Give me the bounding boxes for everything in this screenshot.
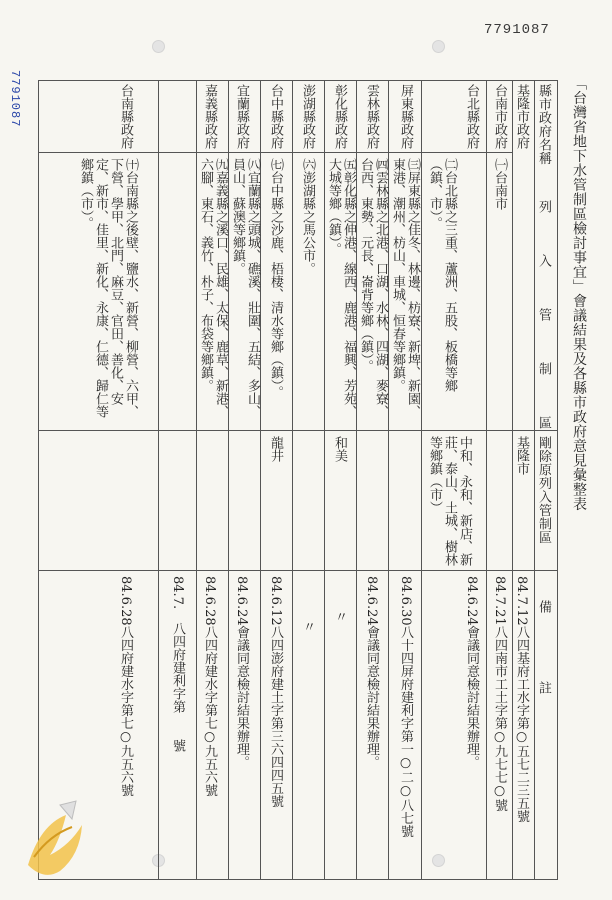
row-area: ㈠台南市 (492, 158, 507, 210)
row-area: ㈡台北縣之三重、蘆洲、五股、板橋等鄉（鎮、市）。 (427, 158, 457, 392)
row-agency: 澎湖縣政府 (300, 84, 315, 149)
row-remove: 中和、永和、新店、新莊、泰山、土城、樹林等鄉鎮（市） (427, 436, 472, 566)
row-agency: 台南市政府 (492, 84, 507, 149)
row-note: 84.7.21八四南市工土字第○九七七○號 (492, 576, 507, 812)
document-title: 「台灣省地下水管制區檢討事宜」會議結果及各縣市政府意見彙整表 (571, 76, 587, 511)
row-note: 84.6.28八四府建水字第七○九五六號 (118, 576, 133, 797)
archive-logo-icon (20, 795, 96, 885)
row-agency: 基隆市政府 (514, 84, 529, 149)
row-note: 〃 (300, 620, 315, 633)
document-number: 7791087 (484, 22, 550, 38)
header-agency: 縣市政府名稱 (536, 84, 551, 165)
header-note: 備 註 (536, 600, 551, 708)
row-area: ㈦台中縣之沙鹿、梧棲、清水等鄉（鎮）。 (268, 158, 283, 399)
row-note: 84.6.24會議同意檢討結果辦理。 (464, 576, 479, 769)
row-agency: 台南縣政府 (118, 84, 133, 149)
row-note: 84.7. 八四府建利字第 號 (170, 576, 185, 753)
row-note: 84.6.30八十四屏府建利字第一○二○八七號 (398, 576, 413, 838)
row-agency: 台北縣政府 (464, 84, 479, 149)
row-note: 〃 (332, 610, 347, 623)
header-remove-area: 剛除原列入管制區 (536, 436, 551, 544)
row-agency: 宜蘭縣政府 (234, 84, 249, 149)
row-agency: 彰化縣政府 (332, 84, 347, 149)
row-remove: 和美 (332, 436, 347, 462)
row-area: ㈣雲林縣之北港、口湖、水林、四湖、麥寮、台西、東勢、元長、崙背等鄉（鎮）。 (358, 158, 388, 418)
row-area: ㈢屏東縣之佳冬、林邊、枋寮、新埤、新園、東港、潮州、枋山、車城、恒春等鄉鎮。 (390, 158, 420, 418)
header-control-area: 列 入 管 制 區 (536, 200, 551, 443)
row-agency: 台中縣政府 (268, 84, 283, 149)
row-note: 84.6.12八四澎府建土字第三六四四五號 (268, 576, 283, 808)
row-agency: 嘉義縣政府 (202, 84, 217, 149)
row-area: ㈧宜蘭縣之頭城、礁溪、壯圍、五結、多山、員山、蘇澳等鄉鎮。 (230, 158, 260, 418)
row-note: 84.7.12八四基府工水字第○五七二三五號 (514, 576, 529, 823)
side-stamp-number: 7791087 (8, 70, 22, 128)
summary-table (38, 80, 558, 880)
row-note: 84.6.24會議同意檢討結果辦理。 (364, 576, 379, 769)
row-agency: 屏東縣政府 (398, 84, 413, 149)
punch-hole (432, 40, 445, 53)
row-area: ㈩台南縣之後壁、鹽水、新營、柳營、六甲、下營、學甲、北門、麻豆、官田、善化、安定、新市、佳里、新化、永康、仁德、歸仁等鄉鎮（市）。 (78, 158, 138, 418)
row-note: 84.6.28八四府建水字第七○九五六號 (202, 576, 217, 797)
row-area: ㈨嘉義縣之溪口、民雄、太保、鹿草、新港、六腳、東石、義竹、朴子、布袋等鄉鎮。 (198, 158, 228, 418)
row-area: ㈤彰化縣之伸港、線西、鹿港、福興、芳苑、大城等鄉（鎮）。 (326, 158, 356, 418)
row-area: ㈥澎湖縣之馬公市。 (300, 158, 315, 275)
punch-hole (152, 40, 165, 53)
row-remove: 龍井 (268, 436, 283, 462)
row-note: 84.6.24會議同意檢討結果辦理。 (234, 576, 249, 769)
row-remove: 基隆市 (514, 436, 529, 475)
row-agency: 雲林縣政府 (364, 84, 379, 149)
